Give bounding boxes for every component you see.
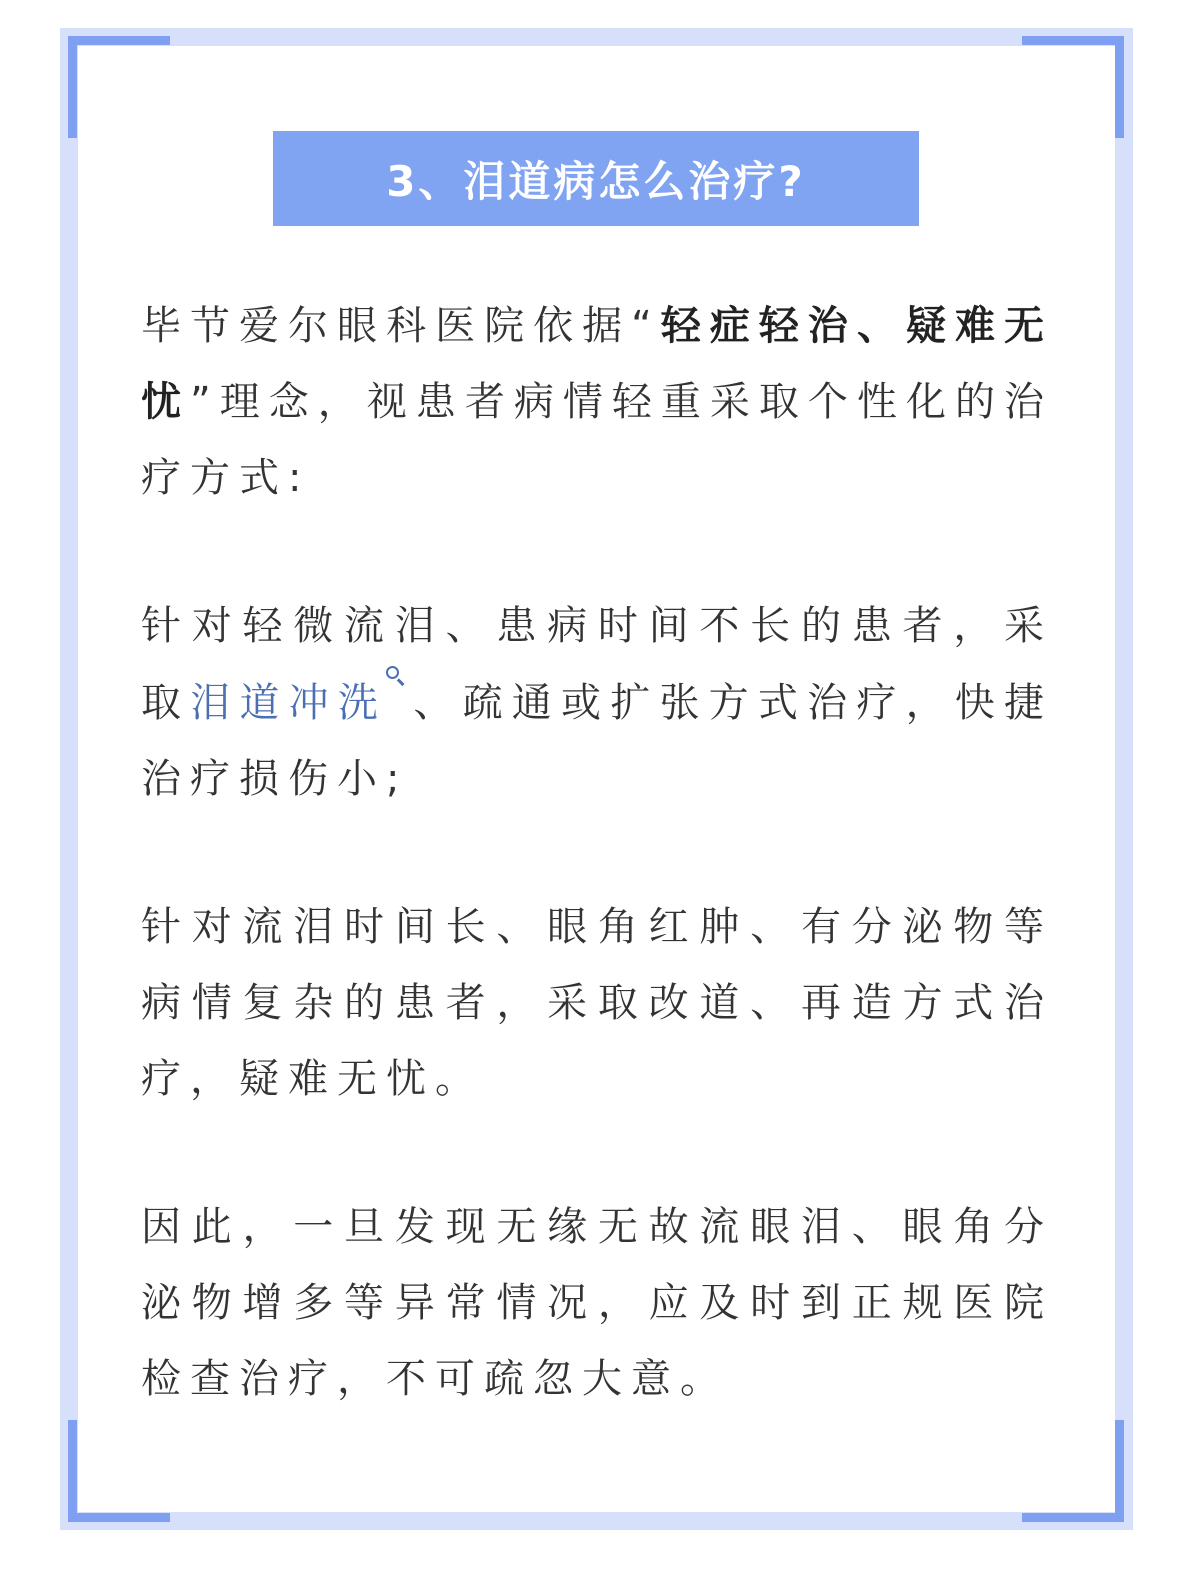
paragraph-text: 毕节爱尔眼科医院依据“ [141,303,661,349]
search-link[interactable]: 泪道冲洗 [190,680,388,726]
article-body [141,288,1053,1489]
corner-bottom-right [1022,1513,1124,1522]
corner-top-right [1115,36,1124,138]
paragraph-text: ”理念，视患者病情轻重采取个性化的治疗方式: [141,379,1053,501]
corner-top-right [1022,36,1124,45]
corner-bottom-left [68,1420,77,1522]
corner-top-left [68,36,77,138]
paragraph-1 [141,288,1053,516]
emphasis-text: 轻症轻治、疑难无忧 [141,303,1053,425]
corner-bottom-left [68,1513,170,1522]
corner-top-left [68,36,170,45]
section-heading [273,131,919,226]
paragraph-2 [141,588,1053,817]
search-icon[interactable] [383,664,407,688]
section-heading-text: 3、泪道病怎么治疗? [386,156,806,206]
paragraph-3: 针对流泪时间长、眼角红肿、有分泌物等病情复杂的患者，采取改道、再造方式治疗，疑难无忧。 [141,904,1053,1102]
paragraph-text: 针对轻微流泪、患病时间不长的患者，采取 [141,603,1053,726]
paragraph-4: 因此，一旦发现无缘无故流眼泪、眼角分泌物增多等异常情况，应及时到正规医院检查治疗，不可疏忽大意。 [141,1204,1053,1402]
paragraph-text: 、疏通或扩张方式治疗，快捷治疗损伤小; [141,680,1054,802]
corner-bottom-right [1115,1420,1124,1522]
